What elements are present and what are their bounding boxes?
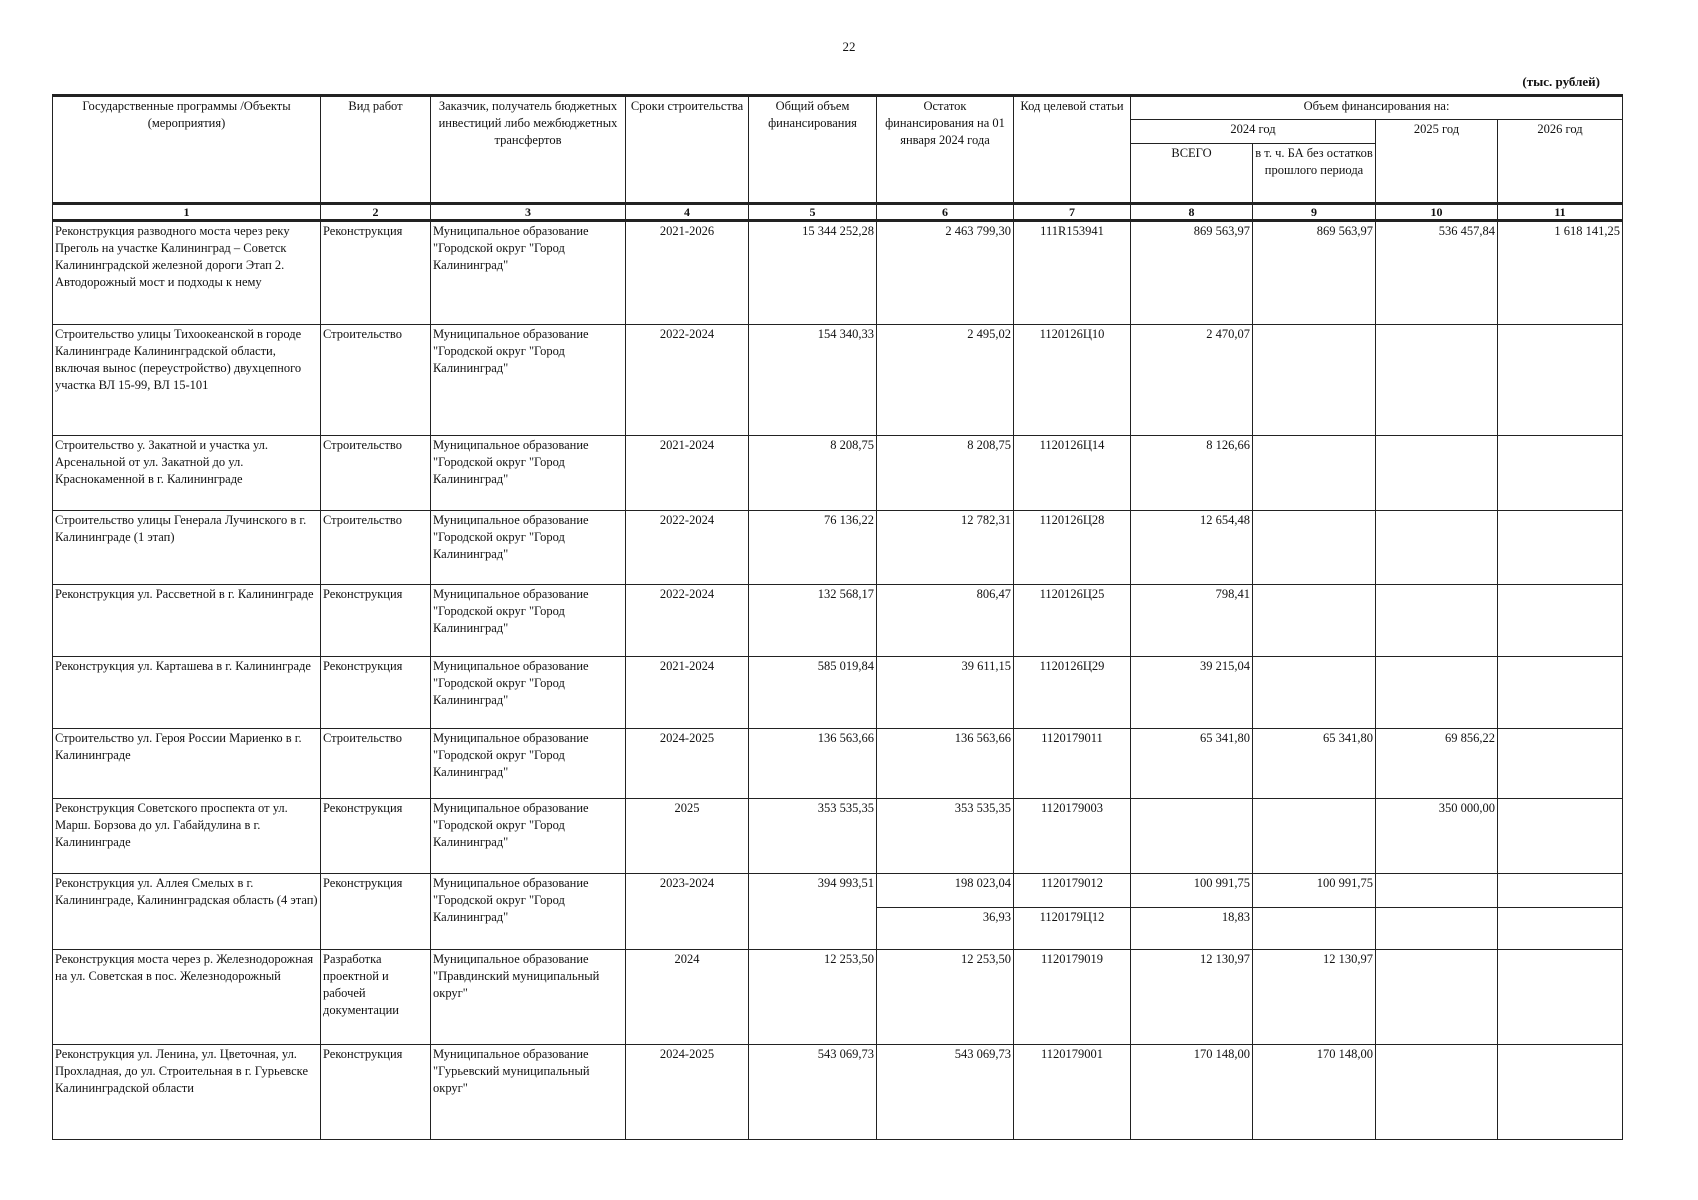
work-type: Строительство [321, 729, 431, 799]
header-programs: Государственные программы /Объекты (мероприятия) [53, 96, 321, 204]
financing-2026 [1498, 908, 1623, 950]
column-number: 6 [877, 204, 1014, 221]
financing-2024-total [1131, 799, 1253, 874]
customer: Муниципальное образование "Городской округ "Город Калининград" [431, 436, 626, 511]
target-code: 1120179019 [1014, 950, 1131, 1045]
financing-2024-ba [1253, 511, 1376, 585]
financing-2025 [1376, 874, 1498, 908]
object-name: Реконструкция Советского проспекта от ул. Марш. Борзова до ул. Габайдулина в г. Калининграде [53, 799, 321, 874]
financing-2026 [1498, 874, 1623, 908]
header-vsego: ВСЕГО [1131, 144, 1253, 204]
financing-2026 [1498, 799, 1623, 874]
financing-2026 [1498, 1045, 1623, 1140]
financing-2025 [1376, 657, 1498, 729]
financing-2024-total: 2 470,07 [1131, 325, 1253, 436]
column-number: 9 [1253, 204, 1376, 221]
construction-period: 2021-2024 [626, 657, 749, 729]
header-period: Сроки строительства [626, 96, 749, 204]
column-number: 1 [53, 204, 321, 221]
work-type: Реконструкция [321, 1045, 431, 1140]
object-name: Строительство улицы Тихоокеанской в городе Калининграде Калининградской области, включая вынос (переустройство) двухцепного участка ВЛ 15-99, ВЛ 15-101 [53, 325, 321, 436]
header-year-2025: 2025 год [1376, 120, 1498, 204]
financing-2026 [1498, 585, 1623, 657]
financing-2025: 536 457,84 [1376, 221, 1498, 325]
header-remainder: Остаток финансирования на 01 января 2024 года [877, 96, 1014, 204]
financing-2026 [1498, 436, 1623, 511]
header-year-2026: 2026 год [1498, 120, 1623, 204]
total-financing: 12 253,50 [749, 950, 877, 1045]
financing-2024-total: 100 991,75 [1131, 874, 1253, 908]
target-code: 111R153941 [1014, 221, 1131, 325]
construction-period: 2024-2025 [626, 729, 749, 799]
table-row [53, 585, 1623, 657]
table-row [53, 657, 1623, 729]
construction-period: 2022-2024 [626, 585, 749, 657]
work-type: Строительство [321, 325, 431, 436]
total-financing: 136 563,66 [749, 729, 877, 799]
financing-2026 [1498, 325, 1623, 436]
header-total-financing: Общий объем финансирования [749, 96, 877, 204]
financing-2026 [1498, 729, 1623, 799]
work-type: Реконструкция [321, 657, 431, 729]
work-type: Разработка проектной и рабочей документации [321, 950, 431, 1045]
customer: Муниципальное образование "Городской округ "Город Калининград" [431, 511, 626, 585]
customer: Муниципальное образование "Городской округ "Город Калининград" [431, 799, 626, 874]
column-number: 3 [431, 204, 626, 221]
financing-2024-ba [1253, 799, 1376, 874]
financing-2025 [1376, 511, 1498, 585]
customer: Муниципальное образование "Городской округ "Город Калининград" [431, 657, 626, 729]
financing-2025: 69 856,22 [1376, 729, 1498, 799]
financing-2024-total: 869 563,97 [1131, 221, 1253, 325]
construction-period: 2024-2025 [626, 1045, 749, 1140]
object-name: Строительство ул. Героя России Мариенко в г. Калининграде [53, 729, 321, 799]
financing-2025 [1376, 950, 1498, 1045]
financing-2024-ba: 65 341,80 [1253, 729, 1376, 799]
column-number: 10 [1376, 204, 1498, 221]
total-financing: 353 535,35 [749, 799, 877, 874]
remainder: 2 463 799,30 [877, 221, 1014, 325]
object-name: Строительство у. Закатной и участка ул. Арсенальной от ул. Закатной до ул. Краснокаменной в г. Калининграде [53, 436, 321, 511]
target-code: 1120179003 [1014, 799, 1131, 874]
header-year-2024: 2024 год [1131, 120, 1376, 144]
financing-2024-total: 65 341,80 [1131, 729, 1253, 799]
construction-period: 2021-2024 [626, 436, 749, 511]
table-row [53, 221, 1623, 325]
remainder: 36,93 [877, 908, 1014, 950]
total-financing: 76 136,22 [749, 511, 877, 585]
total-financing: 543 069,73 [749, 1045, 877, 1140]
work-type: Строительство [321, 511, 431, 585]
object-name: Реконструкция ул. Ленина, ул. Цветочная, ул. Прохладная, до ул. Строительная в г. Гурьевске Калининградской области [53, 1045, 321, 1140]
financing-2024-total: 18,83 [1131, 908, 1253, 950]
construction-period: 2022-2024 [626, 325, 749, 436]
financing-2025: 350 000,00 [1376, 799, 1498, 874]
financing-2024-ba [1253, 325, 1376, 436]
financing-2025 [1376, 436, 1498, 511]
column-number: 2 [321, 204, 431, 221]
financing-2026 [1498, 657, 1623, 729]
remainder: 806,47 [877, 585, 1014, 657]
remainder: 12 253,50 [877, 950, 1014, 1045]
financing-2025 [1376, 585, 1498, 657]
total-financing: 15 344 252,28 [749, 221, 877, 325]
work-type: Реконструкция [321, 585, 431, 657]
column-number: 11 [1498, 204, 1623, 221]
object-name: Строительство улицы Генерала Лучинского в г. Калининграде (1 этап) [53, 511, 321, 585]
units-label: (тыс. рублей) [1522, 74, 1600, 89]
object-name: Реконструкция ул. Рассветной в г. Калининграде [53, 585, 321, 657]
remainder: 39 611,15 [877, 657, 1014, 729]
table-row [53, 436, 1623, 511]
table-row [53, 799, 1623, 874]
remainder: 543 069,73 [877, 1045, 1014, 1140]
remainder: 12 782,31 [877, 511, 1014, 585]
financing-2024-total: 39 215,04 [1131, 657, 1253, 729]
financing-2024-ba [1253, 436, 1376, 511]
header-financing-group: Объем финансирования на: [1131, 96, 1623, 120]
target-code: 1120126Ц29 [1014, 657, 1131, 729]
table-row [53, 729, 1623, 799]
object-name: Реконструкция ул. Карташева в г. Калининграде [53, 657, 321, 729]
total-financing: 8 208,75 [749, 436, 877, 511]
header-work-type: Вид работ [321, 96, 431, 204]
page-number: 22 [842, 39, 856, 54]
financing-2024-ba: 170 148,00 [1253, 1045, 1376, 1140]
customer: Муниципальное образование "Городской округ "Город Калининград" [431, 585, 626, 657]
financing-2025 [1376, 908, 1498, 950]
target-code: 1120126Ц10 [1014, 325, 1131, 436]
column-number: 8 [1131, 204, 1253, 221]
customer: Муниципальное образование "Городской округ "Город Калининград" [431, 874, 626, 950]
table-header [53, 96, 1623, 221]
financing-2024-total: 12 130,97 [1131, 950, 1253, 1045]
work-type: Реконструкция [321, 874, 431, 950]
construction-period: 2024 [626, 950, 749, 1045]
target-code: 1120179011 [1014, 729, 1131, 799]
work-type: Реконструкция [321, 799, 431, 874]
total-financing: 585 019,84 [749, 657, 877, 729]
table-row [53, 950, 1623, 1045]
work-type: Строительство [321, 436, 431, 511]
remainder: 198 023,04 [877, 874, 1014, 908]
customer: Муниципальное образование "Правдинский муниципальный округ" [431, 950, 626, 1045]
total-financing: 394 993,51 [749, 874, 877, 950]
customer: Муниципальное образование "Городской округ "Город Калининград" [431, 221, 626, 325]
column-number: 5 [749, 204, 877, 221]
financing-2024-ba [1253, 908, 1376, 950]
construction-period: 2021-2026 [626, 221, 749, 325]
financing-2024-ba: 869 563,97 [1253, 221, 1376, 325]
financing-2026 [1498, 511, 1623, 585]
target-code: 1120179012 [1014, 874, 1131, 908]
financing-2026: 1 618 141,25 [1498, 221, 1623, 325]
financing-2024-total: 798,41 [1131, 585, 1253, 657]
table-body [53, 221, 1623, 1140]
column-number: 7 [1014, 204, 1131, 221]
construction-period: 2022-2024 [626, 511, 749, 585]
total-financing: 132 568,17 [749, 585, 877, 657]
remainder: 136 563,66 [877, 729, 1014, 799]
table-row [53, 1045, 1623, 1140]
financing-2026 [1498, 950, 1623, 1045]
target-code: 1120126Ц25 [1014, 585, 1131, 657]
object-name: Реконструкция разводного моста через реку Преголь на участке Калининград – Советск Калининградской железной дороги Этап 2. Автодорожный мост и подходы к нему [53, 221, 321, 325]
financing-2024-ba [1253, 585, 1376, 657]
remainder: 8 208,75 [877, 436, 1014, 511]
table-row [53, 874, 1623, 908]
financing-2025 [1376, 325, 1498, 436]
target-code: 1120126Ц28 [1014, 511, 1131, 585]
customer: Муниципальное образование "Городской округ "Город Калининград" [431, 729, 626, 799]
object-name: Реконструкция моста через р. Железнодорожная на ул. Советская в пос. Железнодорожный [53, 950, 321, 1045]
table-row [53, 511, 1623, 585]
header-target-code: Код целевой статьи [1014, 96, 1131, 204]
header-ba: в т. ч. БА без остатков прошлого периода [1253, 144, 1376, 204]
construction-period: 2023-2024 [626, 874, 749, 950]
construction-period: 2025 [626, 799, 749, 874]
remainder: 353 535,35 [877, 799, 1014, 874]
header-customer: Заказчик, получатель бюджетных инвестиций либо межбюджетных трансфертов [431, 96, 626, 204]
total-financing: 154 340,33 [749, 325, 877, 436]
target-code: 1120179001 [1014, 1045, 1131, 1140]
financing-2024-ba [1253, 657, 1376, 729]
financing-2024-ba: 12 130,97 [1253, 950, 1376, 1045]
financing-2025 [1376, 1045, 1498, 1140]
financing-2024-total: 8 126,66 [1131, 436, 1253, 511]
financing-table [52, 94, 1623, 1140]
remainder: 2 495,02 [877, 325, 1014, 436]
column-number: 4 [626, 204, 749, 221]
financing-2024-ba: 100 991,75 [1253, 874, 1376, 908]
column-number-row [53, 204, 1623, 221]
customer: Муниципальное образование "Городской округ "Город Калининград" [431, 325, 626, 436]
financing-2024-total: 12 654,48 [1131, 511, 1253, 585]
work-type: Реконструкция [321, 221, 431, 325]
object-name: Реконструкция ул. Аллея Смелых в г. Калининграде, Калининградская область (4 этап) [53, 874, 321, 950]
financing-2024-total: 170 148,00 [1131, 1045, 1253, 1140]
table-row [53, 325, 1623, 436]
customer: Муниципальное образование "Гурьевский муниципальный округ" [431, 1045, 626, 1140]
target-code: 1120179Ц12 [1014, 908, 1131, 950]
target-code: 1120126Ц14 [1014, 436, 1131, 511]
